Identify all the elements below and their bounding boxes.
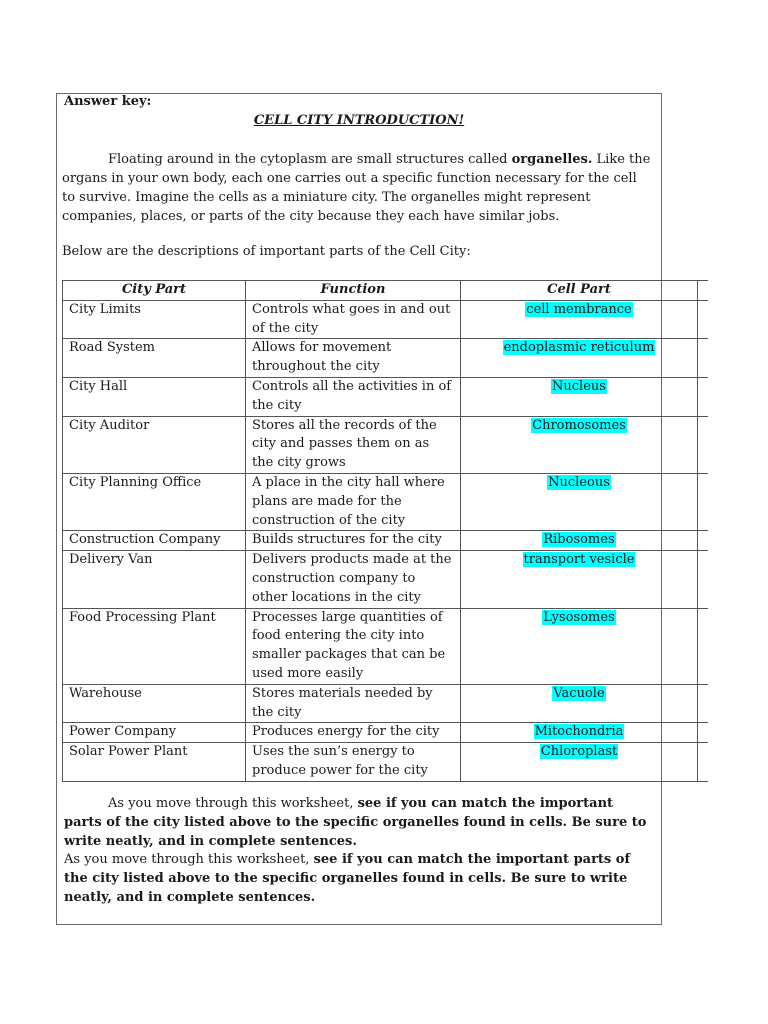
cell-part-answer: Nucleus — [552, 378, 606, 394]
cell-part-cell — [461, 531, 698, 551]
header-city-part: City Part — [63, 281, 246, 301]
function-cell: Delivers products made at the construction company to other locations in the city — [246, 551, 461, 608]
function-cell: Stores materials needed by the city — [246, 684, 461, 723]
city-part-cell: Construction Company — [63, 531, 246, 551]
cell-part-answer: Ribosomes — [543, 532, 615, 548]
row-spacer — [698, 300, 709, 339]
cell-part-cell — [461, 377, 698, 416]
function-cell: Controls all the activities in of the city — [246, 377, 461, 416]
cell-part-cell — [461, 473, 698, 530]
city-part-cell: City Auditor — [63, 416, 246, 473]
function-cell: Allows for movement throughout the city — [246, 339, 461, 378]
cell-city-table — [62, 280, 708, 782]
table-row — [63, 339, 709, 378]
cell-part-cell — [461, 608, 698, 684]
function-cell: Produces energy for the city — [246, 723, 461, 743]
table-row — [63, 416, 709, 473]
row-spacer — [698, 473, 709, 530]
cell-part-cell — [461, 743, 698, 782]
function-cell: Stores all the records of the city and passes them on as the city grows — [246, 416, 461, 473]
table-row — [63, 608, 709, 684]
closing-normal-1: As you move through this worksheet, — [108, 796, 358, 811]
cell-part-answer: Chromosomes — [532, 417, 626, 433]
function-cell: Uses the sun’s energy to produce power for the city — [246, 743, 461, 782]
city-part-cell: City Hall — [63, 377, 246, 416]
row-spacer — [698, 339, 709, 378]
table-row — [63, 551, 709, 608]
table-intro-text: Below are the descriptions of important parts of the Cell City: — [62, 244, 471, 259]
city-part-cell: Power Company — [63, 723, 246, 743]
header-function: Function — [246, 281, 461, 301]
row-spacer — [698, 531, 709, 551]
row-spacer — [698, 684, 709, 723]
row-spacer — [698, 723, 709, 743]
table-row — [63, 723, 709, 743]
table-row — [63, 377, 709, 416]
cell-part-answer: Lysosomes — [543, 609, 615, 625]
closing-bold-2: see if you can match the important parts of the city listed above to the specific organelles found in cells. Be sure to write neatly, and in complete sentences. — [64, 852, 631, 905]
closing-bold-1: see if you can match the important parts of the city listed above to the specific organelles found in cells. Be sure to write neatly, and in complete sentences. — [64, 796, 647, 849]
city-part-cell: Delivery Van — [63, 551, 246, 608]
table-row — [63, 300, 709, 339]
intro-paragraph — [62, 150, 652, 226]
answer-key-label: Answer key: — [64, 94, 152, 109]
closing-paragraph-1 — [64, 794, 654, 851]
city-part-cell: Road System — [63, 339, 246, 378]
closing-paragraph-2 — [64, 850, 654, 907]
intro-text-1: Floating around in the cytoplasm are small structures called — [108, 152, 512, 167]
row-spacer — [698, 743, 709, 782]
cell-part-cell — [461, 339, 698, 378]
row-spacer — [698, 377, 709, 416]
row-spacer — [698, 608, 709, 684]
city-part-cell: City Limits — [63, 300, 246, 339]
closing-normal-2: As you move through this worksheet, — [64, 852, 314, 867]
cell-part-cell — [461, 723, 698, 743]
cell-part-answer: Vacuole — [553, 685, 605, 701]
city-part-cell: Food Processing Plant — [63, 608, 246, 684]
intro-text-2: Like the organs in your own body, each one carries out a specific function necessary for the cell to survive. Imagine the cells as a miniature city. The organelles might represent companies, places, or parts of the city because they each have similar jobs. — [62, 152, 651, 224]
cell-part-answer: Nucleous — [548, 474, 610, 490]
intro-bold-organelles: organelles. — [511, 152, 593, 167]
row-spacer — [698, 416, 709, 473]
cell-part-answer: cell membrance — [526, 301, 632, 317]
header-cell-part: Cell Part — [461, 281, 698, 301]
table-row — [63, 743, 709, 782]
function-cell: Processes large quantities of food entering the city into smaller packages that can be used more easily — [246, 608, 461, 684]
function-cell: Builds structures for the city — [246, 531, 461, 551]
cell-part-answer: Chloroplast — [540, 744, 618, 760]
city-part-cell: Warehouse — [63, 684, 246, 723]
cell-part-cell — [461, 300, 698, 339]
cell-part-answer: transport vesicle — [523, 552, 635, 568]
cell-part-cell — [461, 416, 698, 473]
table-header-row — [63, 281, 709, 301]
page-title: CELL CITY INTRODUCTION! — [253, 113, 465, 128]
cell-part-answer: endoplasmic reticulum — [503, 340, 655, 356]
city-part-cell: City Planning Office — [63, 473, 246, 530]
table-row — [63, 473, 709, 530]
function-cell: A place in the city hall where plans are made for the construction of the city — [246, 473, 461, 530]
header-spacer — [698, 281, 709, 301]
row-spacer — [698, 551, 709, 608]
city-part-cell: Solar Power Plant — [63, 743, 246, 782]
cell-part-cell — [461, 684, 698, 723]
cell-part-cell — [461, 551, 698, 608]
cell-part-answer: Mitochondria — [534, 724, 624, 740]
function-cell: Controls what goes in and out of the city — [246, 300, 461, 339]
table-row — [63, 684, 709, 723]
table-row — [63, 531, 709, 551]
